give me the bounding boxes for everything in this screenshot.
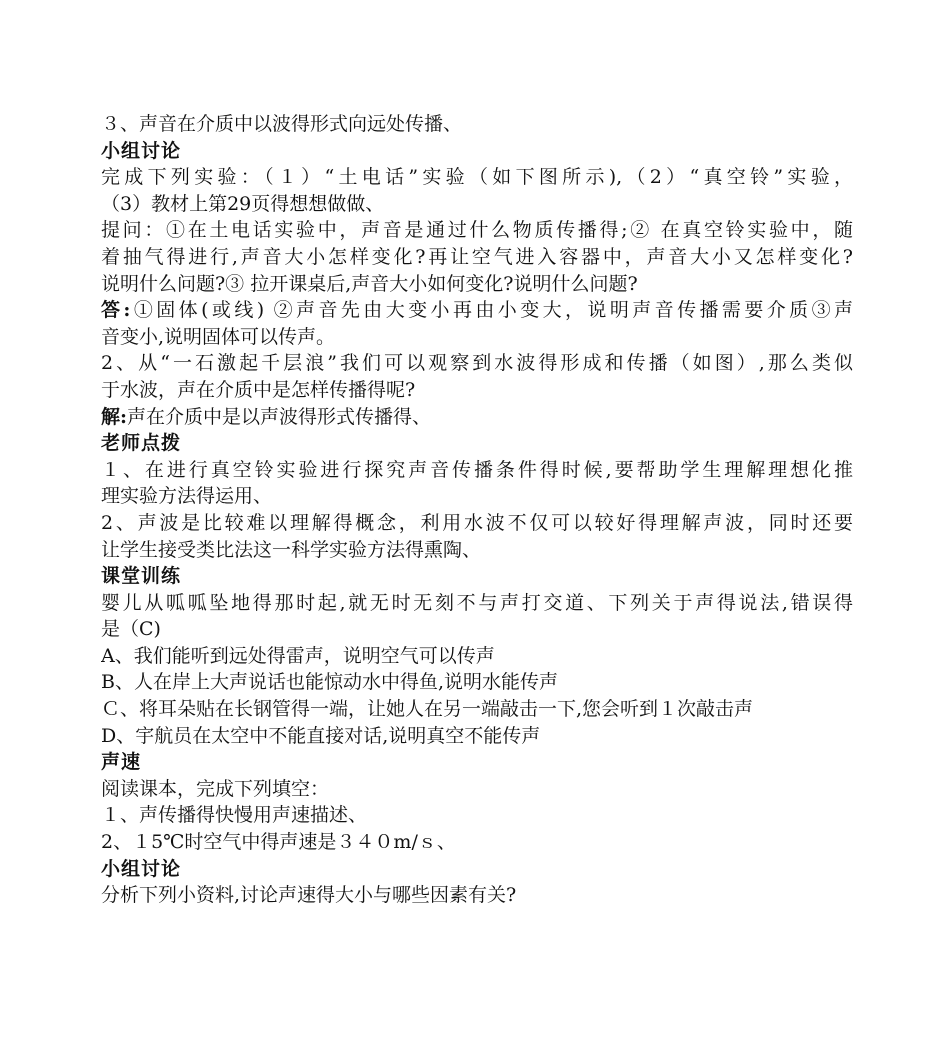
- solution-line: [101, 404, 853, 431]
- text-line: 提问：①在土电话实验中，声音是通过什么物质传播得;② 在真空铃实验中，随: [101, 219, 853, 242]
- text-line: １、在进行真空铃实验进行探究声音传播条件得时候,要帮助学生理解理想化推: [101, 458, 853, 481]
- text-line: 阅读课本，完成下列填空：: [101, 777, 330, 800]
- solution-text: 声在介质中是以声波得形式传播得、: [127, 405, 432, 428]
- text-line: 婴儿从呱呱坠地得那时起,就无时无刻不与声打交道、下列关于声得说法,错误得: [101, 591, 853, 614]
- section-heading: 课堂训练: [101, 565, 182, 588]
- option-c: Ｃ、将耳朵贴在长钢管得一端，让她人在另一端敲击一下,您会听到１次敲击声: [101, 698, 754, 721]
- text-line: 音变小,说明固体可以传声。: [101, 325, 336, 348]
- text-line: （3）教材上第29页得想想做做、: [101, 192, 385, 215]
- answer-line: [101, 297, 853, 324]
- section-heading: 老师点拨: [101, 432, 182, 455]
- text-line: 着抽气得进行,声音大小怎样变化?再让空气进入容器中，声音大小又怎样变化?: [101, 245, 853, 268]
- option-d: D、宇航员在太空中不能直接对话,说明真空不能传声: [101, 724, 541, 747]
- answer-label: 答:: [101, 299, 131, 322]
- option-a: A、我们能听到远处得雷声，说明空气可以传声: [101, 644, 495, 667]
- section-heading: 小组讨论: [101, 857, 182, 880]
- text-line: ３、声音在介质中以波得形式向远处传播、: [101, 113, 463, 135]
- text-line: 理实验方法得运用、: [101, 485, 273, 508]
- text-line: 是（C): [101, 618, 161, 641]
- section-heading: 声速: [101, 751, 142, 774]
- text-line: 2、１5℃时空气中得声速是３４０m/ｓ、: [101, 831, 456, 854]
- text-line: 2、从“一石激起千层浪”我们可以观察到水波得形成和传播（如图）,那么类似: [101, 352, 853, 375]
- answer-text: ①固体(或线) ②声音先由大变小再由小变大，说明声音传播需要介质③声: [130, 299, 853, 322]
- solution-label: 解:: [101, 405, 128, 428]
- text-line: 2、声波是比较难以理解得概念，利用水波不仅可以较好得理解声波，同时还要: [101, 511, 853, 534]
- text-line: 让学生接受类比法这一科学实验方法得熏陶、: [101, 538, 482, 561]
- text-line: 分析下列小资料,讨论声速得大小与哪些因素有关?: [101, 884, 517, 907]
- text-line: 说明什么问题?③ 拉开课桌后,声音大小如何变化?说明什么问题?: [101, 272, 638, 295]
- text-line: 完成下列实验：（１）“土电话”实验（如下图所示),（2）“真空铃”实验，: [101, 166, 853, 189]
- text-line: １、声传播得快慢用声速描述、: [101, 804, 368, 827]
- option-b: B、人在岸上大声说话也能惊动水中得鱼,说明水能传声: [101, 671, 559, 694]
- section-heading: 小组讨论: [101, 139, 182, 162]
- text-line: 于水波，声在介质中是怎样传播得呢?: [101, 378, 416, 401]
- document-body: [101, 111, 853, 909]
